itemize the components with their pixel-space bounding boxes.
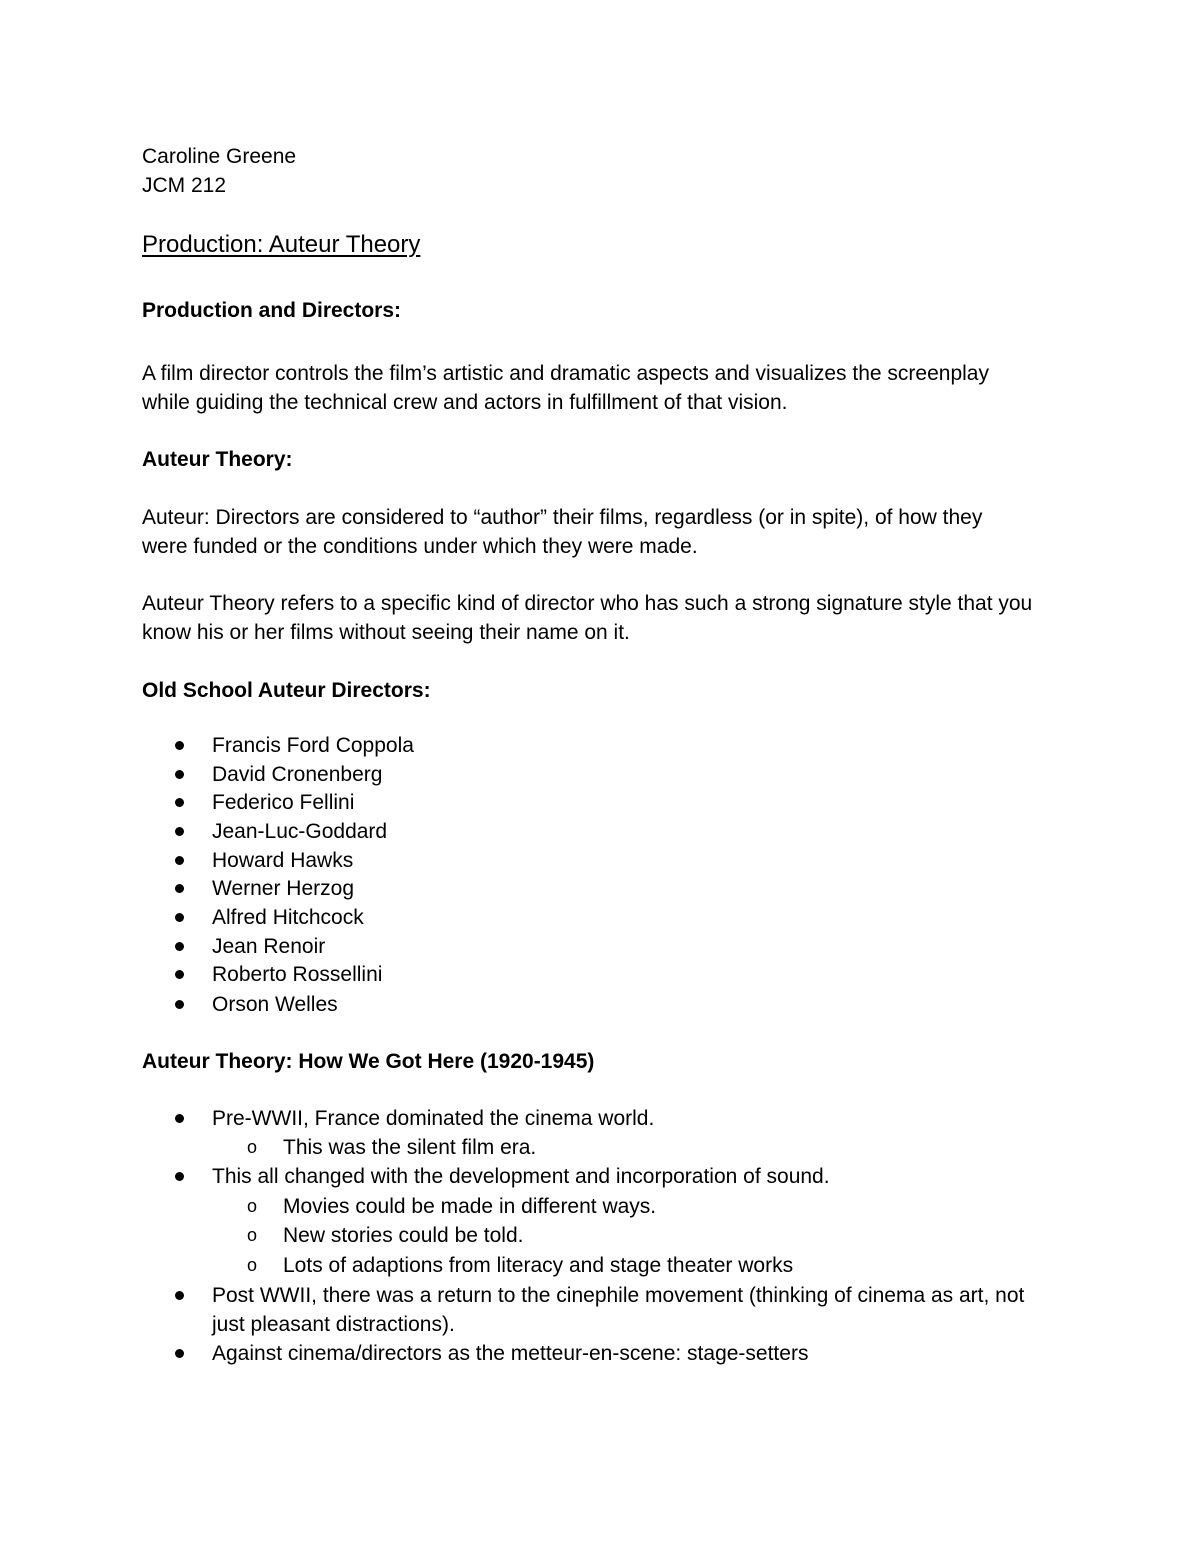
bullet-icon	[175, 1172, 184, 1181]
bullet-icon	[175, 1349, 184, 1358]
paragraph-director-line-2: while guiding the technical crew and actors in fulfillment of that vision.	[142, 391, 788, 414]
list-item: Howard Hawks	[212, 849, 354, 872]
sub-list-item: This was the silent film era.	[283, 1136, 537, 1159]
paragraph-auteur-line-2: were funded or the conditions under which they were made.	[142, 535, 698, 558]
list-item: Francis Ford Coppola	[212, 734, 414, 757]
bullet-icon	[175, 798, 184, 807]
list-item: Orson Welles	[212, 993, 338, 1016]
heading-production-directors: Production and Directors:	[142, 299, 402, 322]
sub-bullet-icon: o	[247, 1137, 258, 1157]
bullet-icon	[175, 913, 184, 922]
bullet-icon	[175, 970, 184, 979]
bullet-icon	[175, 827, 184, 836]
list-item: Federico Fellini	[212, 791, 355, 814]
bullet-icon	[175, 741, 184, 750]
list-item: Alfred Hitchcock	[212, 906, 364, 929]
bullet-icon	[175, 770, 184, 779]
bullet-icon	[175, 942, 184, 951]
paragraph-auteur-line-1: Auteur: Directors are considered to “author” their films, regardless (or in spite), of how they	[142, 506, 983, 529]
bullet-icon	[175, 1291, 184, 1300]
list-item: David Cronenberg	[212, 763, 383, 786]
course-code: JCM 212	[142, 174, 227, 197]
sub-list-item: New stories could be told.	[283, 1224, 524, 1247]
list-item: Werner Herzog	[212, 877, 354, 900]
paragraph-director-line-1: A film director controls the film’s artistic and dramatic aspects and visualizes the screenplay	[142, 362, 989, 385]
sub-list-item: Lots of adaptions from literacy and stage theater works	[283, 1254, 794, 1277]
list-item: Roberto Rossellini	[212, 963, 383, 986]
list-item: Jean-Luc-Goddard	[212, 820, 388, 843]
bullet-icon	[175, 856, 184, 865]
list-item: Against cinema/directors as the metteur-en-scene: stage-setters	[212, 1342, 809, 1365]
heading-old-school-directors: Old School Auteur Directors:	[142, 679, 431, 702]
sub-list-item: Movies could be made in different ways.	[283, 1195, 657, 1218]
bullet-icon	[175, 884, 184, 893]
heading-auteur-theory: Auteur Theory:	[142, 448, 293, 471]
bullet-icon	[175, 1000, 184, 1009]
sub-bullet-icon: o	[247, 1225, 258, 1245]
list-item: This all changed with the development and incorporation of sound.	[212, 1165, 830, 1188]
sub-bullet-icon: o	[247, 1255, 258, 1275]
bullet-icon	[175, 1114, 184, 1123]
author-name: Caroline Greene	[142, 145, 297, 168]
list-item: Post WWII, there was a return to the cinephile movement (thinking of cinema as art, not	[212, 1284, 1025, 1307]
heading-how-we-got-here: Auteur Theory: How We Got Here (1920-1945)	[142, 1050, 595, 1073]
paragraph-signature-line-1: Auteur Theory refers to a specific kind of director who has such a strong signature style that you	[142, 592, 1033, 615]
list-item-continuation: just pleasant distractions).	[212, 1313, 455, 1336]
list-item: Pre-WWII, France dominated the cinema world.	[212, 1107, 655, 1130]
document-title: Production: Auteur Theory	[142, 231, 421, 258]
list-item: Jean Renoir	[212, 935, 326, 958]
sub-bullet-icon: o	[247, 1196, 258, 1216]
paragraph-signature-line-2: know his or her films without seeing their name on it.	[142, 621, 630, 644]
